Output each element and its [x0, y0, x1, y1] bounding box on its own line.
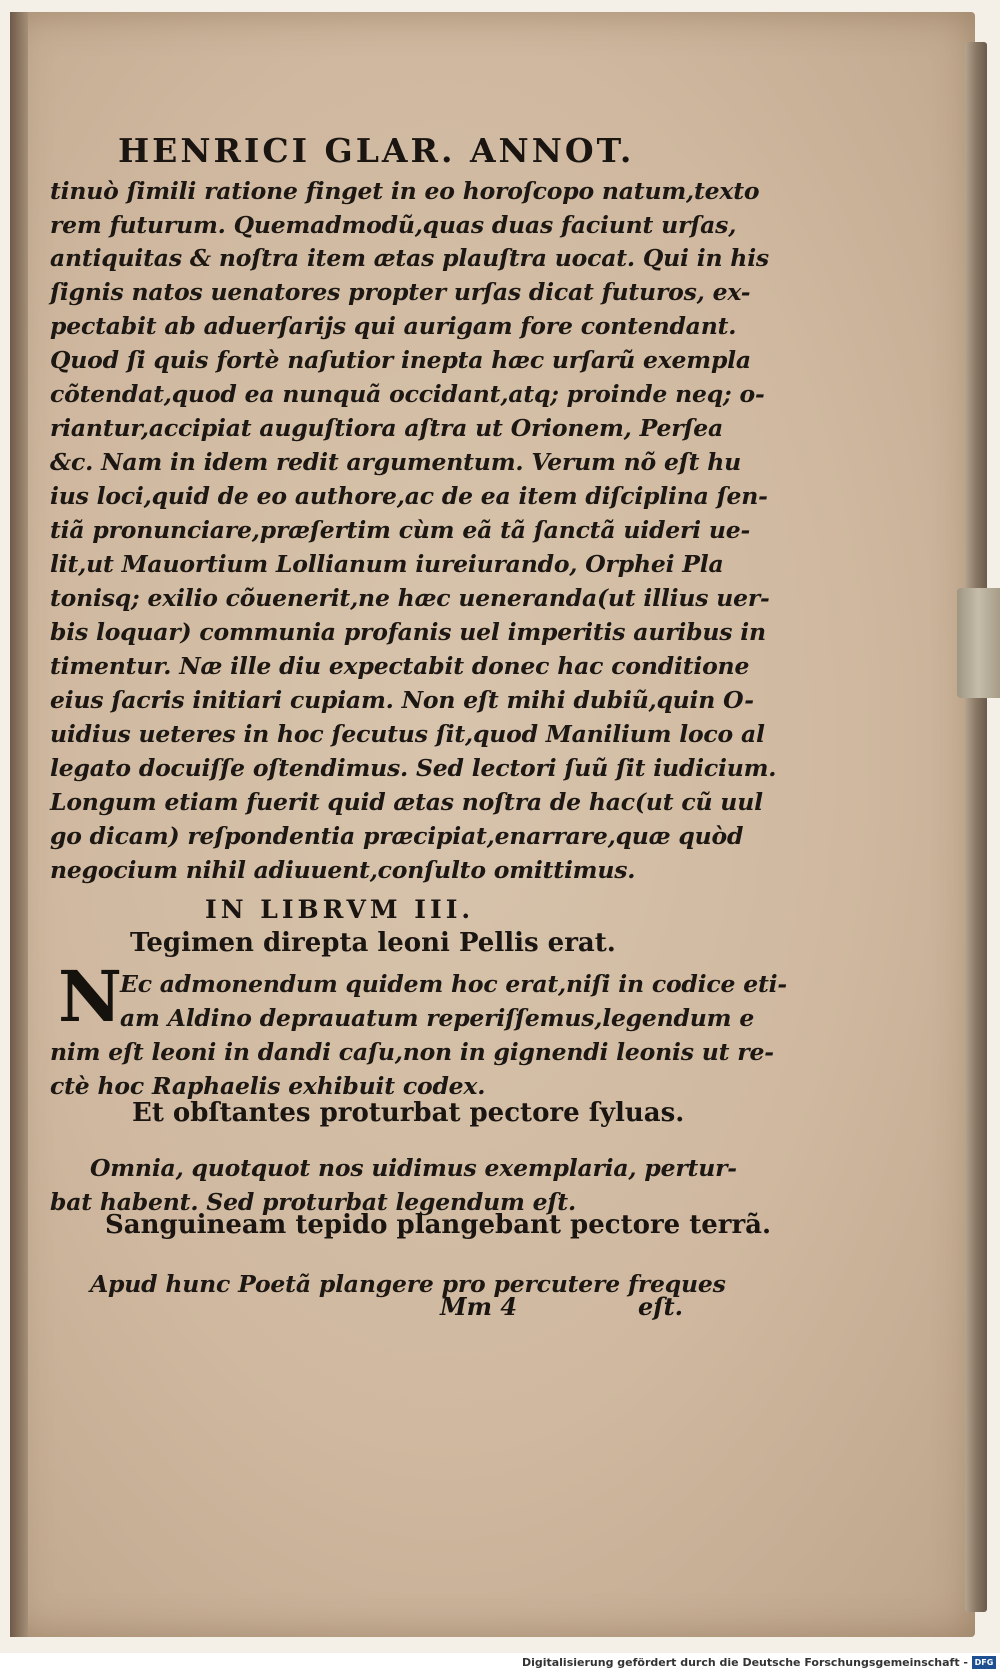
book-heading: IN LIBRVM III.	[205, 895, 475, 924]
text-line: legato docuiſſe oſtendimus. Sed lectori ſuũ ſit iudicium.	[50, 754, 777, 782]
text-line: ctè hoc Raphaelis exhibuit codex.	[50, 1072, 486, 1100]
text-line: Ec admonendum quidem hoc erat,niſi in codice eti-	[120, 970, 787, 998]
text-line: rem futurum. Quemadmodũ,quas duas faciunt urſas,	[50, 211, 737, 239]
lemma-heading: Sanguineam tepido plangebant pectore terrã.	[105, 1210, 772, 1240]
text-line: nim eſt leoni in dandi caſu,non in gignendi leonis ut re-	[50, 1038, 774, 1066]
text-line: riantur,accipiat auguſtiora aſtra ut Orionem, Perſea	[50, 414, 724, 442]
signature-mark: Mm 4	[440, 1292, 518, 1321]
page-edges	[965, 42, 987, 1612]
text-line: Quod ſi quis fortè naſutior inepta hæc urſarũ exempla	[50, 346, 751, 374]
text-line: antiquitas & noſtra item ætas plauſtra uocat. Qui in his	[50, 244, 769, 272]
text-line: bat habent. Sed proturbat legendum eſt.	[50, 1188, 576, 1216]
text-line: lit,ut Mauortium Lollianum iureiurando, Orphei Pla	[50, 550, 724, 578]
text-line: eius ſacris initiari cupiam. Non eſt mihi dubiũ,quin O-	[50, 686, 754, 714]
text-line: ſignis natos uenatores propter urſas dicat futuros, ex-	[50, 278, 751, 306]
catchword: eſt.	[638, 1292, 684, 1321]
text-line: timentur. Næ ille diu expectabit donec hac conditione	[50, 652, 750, 680]
text-line: ius loci,quid de eo authore,ac de ea item diſciplina ſen-	[50, 482, 768, 510]
text-line: go dicam) reſpondentia præcipiat,enarrare,quæ quòd	[50, 822, 744, 850]
text-line: bis loquar) communia profanis uel imperitis auribus in	[50, 618, 766, 646]
dfg-logo-icon: DFG	[972, 1656, 996, 1669]
text-line: tonisq; exilio cõuenerit,ne hæc ueneranda(ut illius uer-	[50, 584, 770, 612]
text-line: uidius ueteres in hoc ſecutus ſit,quod Manilium loco al	[50, 720, 765, 748]
page-clip	[957, 588, 1000, 698]
text-line: tiã pronunciare,præſertim cùm eã tã ſanctã uideri ue-	[50, 516, 751, 544]
text-line: negocium nihil adiuuent,conſulto omittimus.	[50, 856, 636, 884]
funding-credit: Digitalisierung gefördert durch die Deutsche Forschungsgemeinschaft -	[521, 1656, 968, 1669]
drop-capital: N	[58, 955, 122, 1038]
running-head: HENRICI GLAR. ANNOT.	[118, 131, 635, 170]
text-line: pectabit ab aduerſarijs qui aurigam fore contendant.	[50, 312, 737, 340]
text-line: cõtendat,quod ea nunquã occidant,atq; proinde neq; o-	[50, 380, 765, 408]
text-line: &c. Nam in idem redit argumentum. Verum nõ eſt hu	[50, 448, 742, 476]
text-line: tinuò ſimili ratione finget in eo horoſcopo natum,texto	[50, 177, 760, 205]
book-spine	[10, 12, 28, 1637]
text-line: am Aldino deprauatum reperiſſemus,legendum e	[120, 1004, 755, 1032]
lemma-heading: Et obſtantes proturbat pectore ſyluas.	[132, 1098, 685, 1128]
lemma-heading: Tegimen direpta leoni Pellis erat.	[130, 928, 616, 958]
text-line: Longum etiam fuerit quid ætas noſtra de hac(ut cũ uul	[50, 788, 763, 816]
text-line: Omnia, quotquot nos uidimus exemplaria, pertur-	[90, 1154, 737, 1182]
text-line: Apud hunc Poetã plangere pro percutere freques	[90, 1270, 726, 1298]
